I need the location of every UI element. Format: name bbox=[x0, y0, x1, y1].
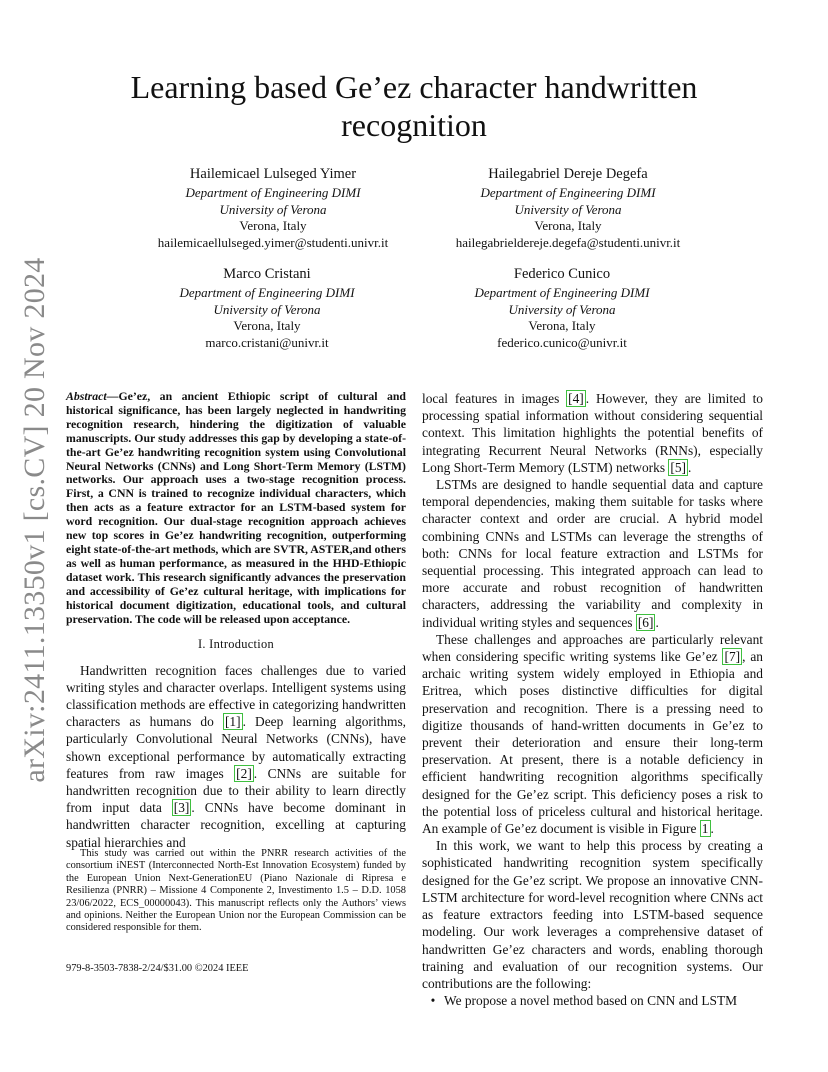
author-name: Hailemicael Lulseged Yimer bbox=[189, 166, 357, 182]
left-column bbox=[66, 390, 406, 851]
author-city: Verona, Italy bbox=[528, 318, 596, 334]
citation-link[interactable]: [4] bbox=[568, 391, 584, 406]
abstract bbox=[66, 390, 406, 626]
author-department: Department of Engineering DIMI bbox=[474, 284, 650, 300]
paragraph-text: local features in images bbox=[422, 391, 567, 406]
author-university: University of Verona bbox=[514, 201, 622, 217]
paragraph-text: . bbox=[688, 459, 692, 475]
citation-link[interactable]: [6] bbox=[637, 614, 654, 630]
paragraph bbox=[422, 390, 763, 476]
citation-link[interactable]: [2] bbox=[236, 765, 252, 781]
abstract-text: —Ge’ez, an ancient Ethiopic script of cultural and historical significance, has been largely neglected in handwriting recognition research, hindering the digitization of valuable manuscripts. Our study addresses this gap by developing a state-of-the-art Ge’ez handwriting recognition system using Convolutional Neural Networks (CNNs) and Long Short-Term Memory (LSTM) networks. Our approach uses a two-stage recognition process. First, a CNN is trained to recognize individual characters, which then acts as a feature extractor for an LSTM-based system for word recognition. Our dual-stage recognition approach achieves new top scores in Ge’ez handwriting recognition, outperforming eight state-of-the-art methods, which are SVTR, ASTER,and others as well as human performance, as measured in the HHD-Ethiopic dataset work. This research significantly advances the preservation and accessibility of Ge’ez cultural heritage, with implications for historical document digitization, educational tools, and cultural preservation. The code will be released upon acceptance. bbox=[66, 389, 406, 626]
citation-link[interactable]: [5] bbox=[670, 459, 687, 475]
author-department: Department of Engineering DIMI bbox=[179, 284, 355, 300]
footnote-text: This study was carried out within the PNRR research activities of the consortium iNEST (Interconnected North-Est Innovation Ecosystem) funded by the European Union Next-GenerationEU (Piano Nazionale di Ripresa e Resilienza (PNRR) – Missione 4 Componente 2, Investimento 1.5 – D.D. 1058 23/06/2022, ECS_00000043). This manuscript reflects only the Authors’ views and opinions. Neither the European Union nor the European Commission can be considered responsible for them. bbox=[66, 848, 406, 934]
author-block-4 bbox=[397, 266, 727, 352]
paragraph-text: Handwritten recognition faces challenges due to varied writing styles and character overlaps. Intelligent systems using classification methods are effective in categorizing handwritten characters as humans do bbox=[66, 662, 406, 730]
copyright-notice: 979-8-3503-7838-2/24/$31.00 ©2024 IEEE bbox=[66, 963, 249, 974]
author-email: hailemicaellulseged.yimer@studenti.univr.it bbox=[157, 235, 389, 251]
author-name: Marco Cristani bbox=[223, 266, 311, 282]
paragraph bbox=[422, 476, 763, 631]
author-block-2 bbox=[403, 166, 733, 252]
author-department: Department of Engineering DIMI bbox=[185, 184, 361, 200]
paragraph-text: . CNNs are suitable for handwritten recognition due to their ability to learn directly from input data bbox=[66, 765, 406, 816]
intro-paragraph bbox=[66, 662, 406, 851]
bullet-text: We propose a novel method based on CNN and LSTM bbox=[444, 993, 738, 1009]
citation-link[interactable]: [7] bbox=[724, 649, 741, 665]
author-name: Federico Cunico bbox=[513, 266, 611, 282]
author-university: University of Verona bbox=[213, 301, 321, 317]
author-email: federico.cunico@univr.it bbox=[497, 335, 627, 351]
figure-link[interactable]: 1 bbox=[701, 821, 709, 837]
author-department: Department of Engineering DIMI bbox=[480, 184, 656, 200]
paragraph bbox=[422, 631, 763, 837]
author-block-1 bbox=[108, 166, 438, 252]
paragraph-text: . Deep learning algorithms, particularly Convolutional Neural Networks (CNNs), have shown exceptional performance by automatically extracting features from raw images bbox=[66, 714, 407, 781]
author-name: Hailegabriel Dereje Degefa bbox=[488, 166, 648, 182]
author-university: University of Verona bbox=[508, 301, 616, 317]
funding-footnote bbox=[66, 848, 406, 935]
author-city: Verona, Italy bbox=[239, 218, 307, 234]
paragraph-text: LSTMs are designed to handle sequential data and capture temporal dependencies, making them suitable for tasks where character context and order are crucial. A hybrid model combining CNNs and LSTMs can leverage the strengths of both: CNNs for local feature extraction and LSTMs for sequential processing. This integrated approach can lead to more accurate and robust recognition of handwritten characters, addressing the variability and complexity in individual writing styles and sequences bbox=[422, 477, 763, 630]
right-column bbox=[422, 390, 763, 1009]
author-email: marco.cristani@univr.it bbox=[205, 335, 329, 351]
paragraph-text: . bbox=[655, 614, 659, 630]
author-city: Verona, Italy bbox=[534, 218, 602, 234]
paragraph-text: . bbox=[710, 821, 714, 837]
arxiv-side-stamp bbox=[18, 257, 52, 783]
author-email: hailegabrieldereje.degefa@studenti.univr.it bbox=[455, 235, 681, 251]
paragraph-text: These challenges and approaches are particularly relevant when considering specific writing systems like Ge’ez bbox=[422, 631, 763, 665]
paragraph-text: . CNNs have become dominant in handwritten character recognition, excelling at capturing spatial hierarchies and bbox=[66, 800, 407, 850]
paragraph-text: . However, they are limited to processing spatial information without considering sequential context. This limitation highlights the potential benefits of integrating Recurrent Neural Networks (RNNs), especially Long Short-Term Memory (LSTM) networks bbox=[422, 391, 763, 475]
bullet-dot: • bbox=[430, 993, 436, 1009]
paragraph-text: , an archaic writing system widely employed in Ethiopia and Eritrea, which poses distinctive difficulties for digital preservation and recognition. There is a pressing need to digitize thousands of hand-written documents in Ge’ez to prevent their deterioration and ensure their long-term preservation. At present, there is a notable deficiency in efficient handwriting recognition algorithms specifically designed for the Ge’ez script. This deficiency poses a risk to the potential loss of priceless cultural and historical heritage. An example of Ge’ez document is visible in Figure bbox=[422, 649, 763, 837]
author-university: University of Verona bbox=[219, 201, 327, 217]
author-city: Verona, Italy bbox=[233, 318, 301, 334]
paper-title: Learning based Ge’ez character handwritten recognition bbox=[130, 69, 698, 143]
arxiv-identifier: arXiv:2411.13350v1 [cs.CV] 20 Nov 2024 bbox=[18, 257, 51, 783]
abstract-label: Abstract bbox=[66, 389, 107, 403]
section-heading: I. Introduction bbox=[197, 637, 275, 652]
paragraph: In this work, we want to help this process by creating a sophisticated handwriting recognition system specifically designed for the Ge’ez script. We propose an innovative CNN-LSTM architecture for word-level recognition where CNNs act as feature extractors feeding into LSTM-based sequence modeling. Our work leverages a comprehensive dataset of handwritten Ge’ez characters and words, enabling thorough training and evaluation of our recognition systems. Our contributions are the following: bbox=[422, 838, 763, 991]
contribution-bullet bbox=[422, 992, 763, 1009]
citation-link[interactable]: [3] bbox=[173, 800, 190, 816]
citation-link[interactable]: [1] bbox=[224, 714, 241, 730]
author-block-3 bbox=[102, 266, 432, 352]
